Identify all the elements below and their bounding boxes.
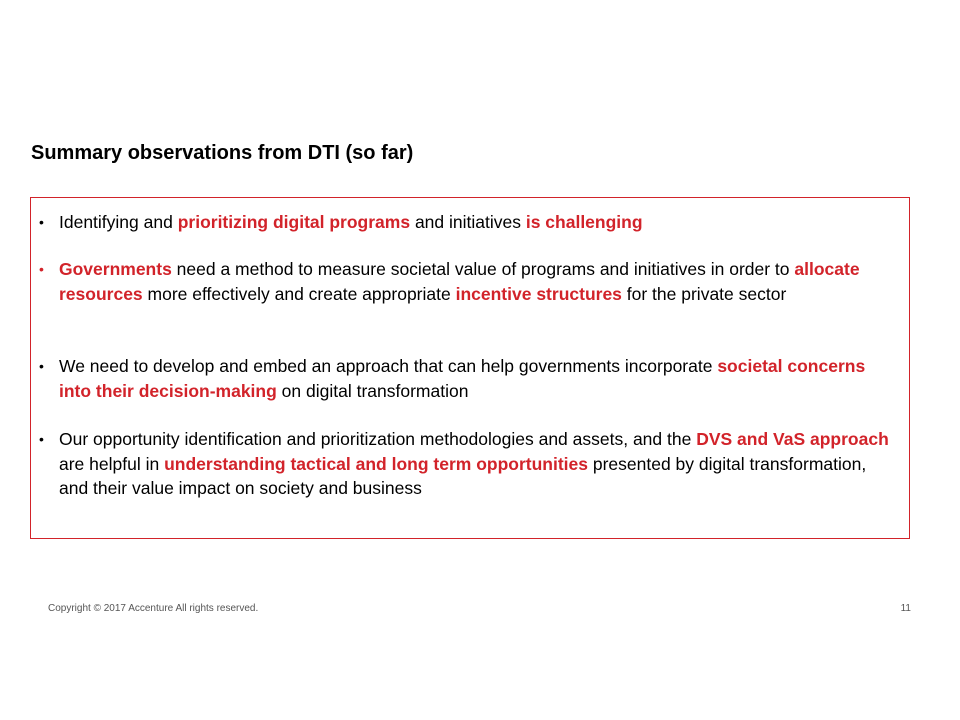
highlight-segment: Governments [59,259,172,279]
text-segment: and initiatives [410,212,526,232]
bullet-text [59,427,891,501]
bullet-text [59,210,891,235]
highlight-segment: DVS and VaS approach [696,429,889,449]
highlight-segment: incentive structures [455,283,622,304]
bullet-marker: • [39,214,44,230]
bullet-item [39,354,891,403]
bullet-marker: • [39,358,44,374]
bullet-marker: • [39,261,44,277]
text-segment: We need to develop and embed an approach that can help governments incorporate [59,356,718,376]
page-number: 11 [900,603,911,614]
highlight-segment: is challenging [525,212,643,232]
bullet-marker: • [39,431,44,447]
highlight-segment: understanding tactical and long term opportunities [164,453,588,474]
bullet-item [39,257,891,306]
highlight-segment: societal concerns into their decision-making [59,356,866,401]
bullet-item [39,210,891,235]
text-segment: are helpful in [59,453,165,474]
bullet-text [59,257,891,306]
text-segment: Our opportunity identification and prioritization methodologies and assets, and the [59,429,697,449]
slide-title: Summary observations from DTI (so far) [31,142,414,164]
text-segment: need a method to measure societal value of programs and initiatives in order to [171,259,795,279]
highlight-segment: allocate resources [59,259,860,304]
bullet-item [39,427,891,501]
copyright-notice: Copyright © 2017 Accenture All rights reserved. [48,603,259,614]
observations-box [30,197,910,539]
text-segment: presented by digital transformation, and their value impact on society and business [59,453,867,498]
bullet-text [59,354,891,403]
highlight-segment: prioritizing digital programs [177,212,411,232]
text-segment: on digital transformation [276,380,469,401]
text-segment: more effectively and create appropriate [142,283,456,304]
text-segment: for the private sector [621,283,787,304]
text-segment: Identifying and [59,212,178,232]
